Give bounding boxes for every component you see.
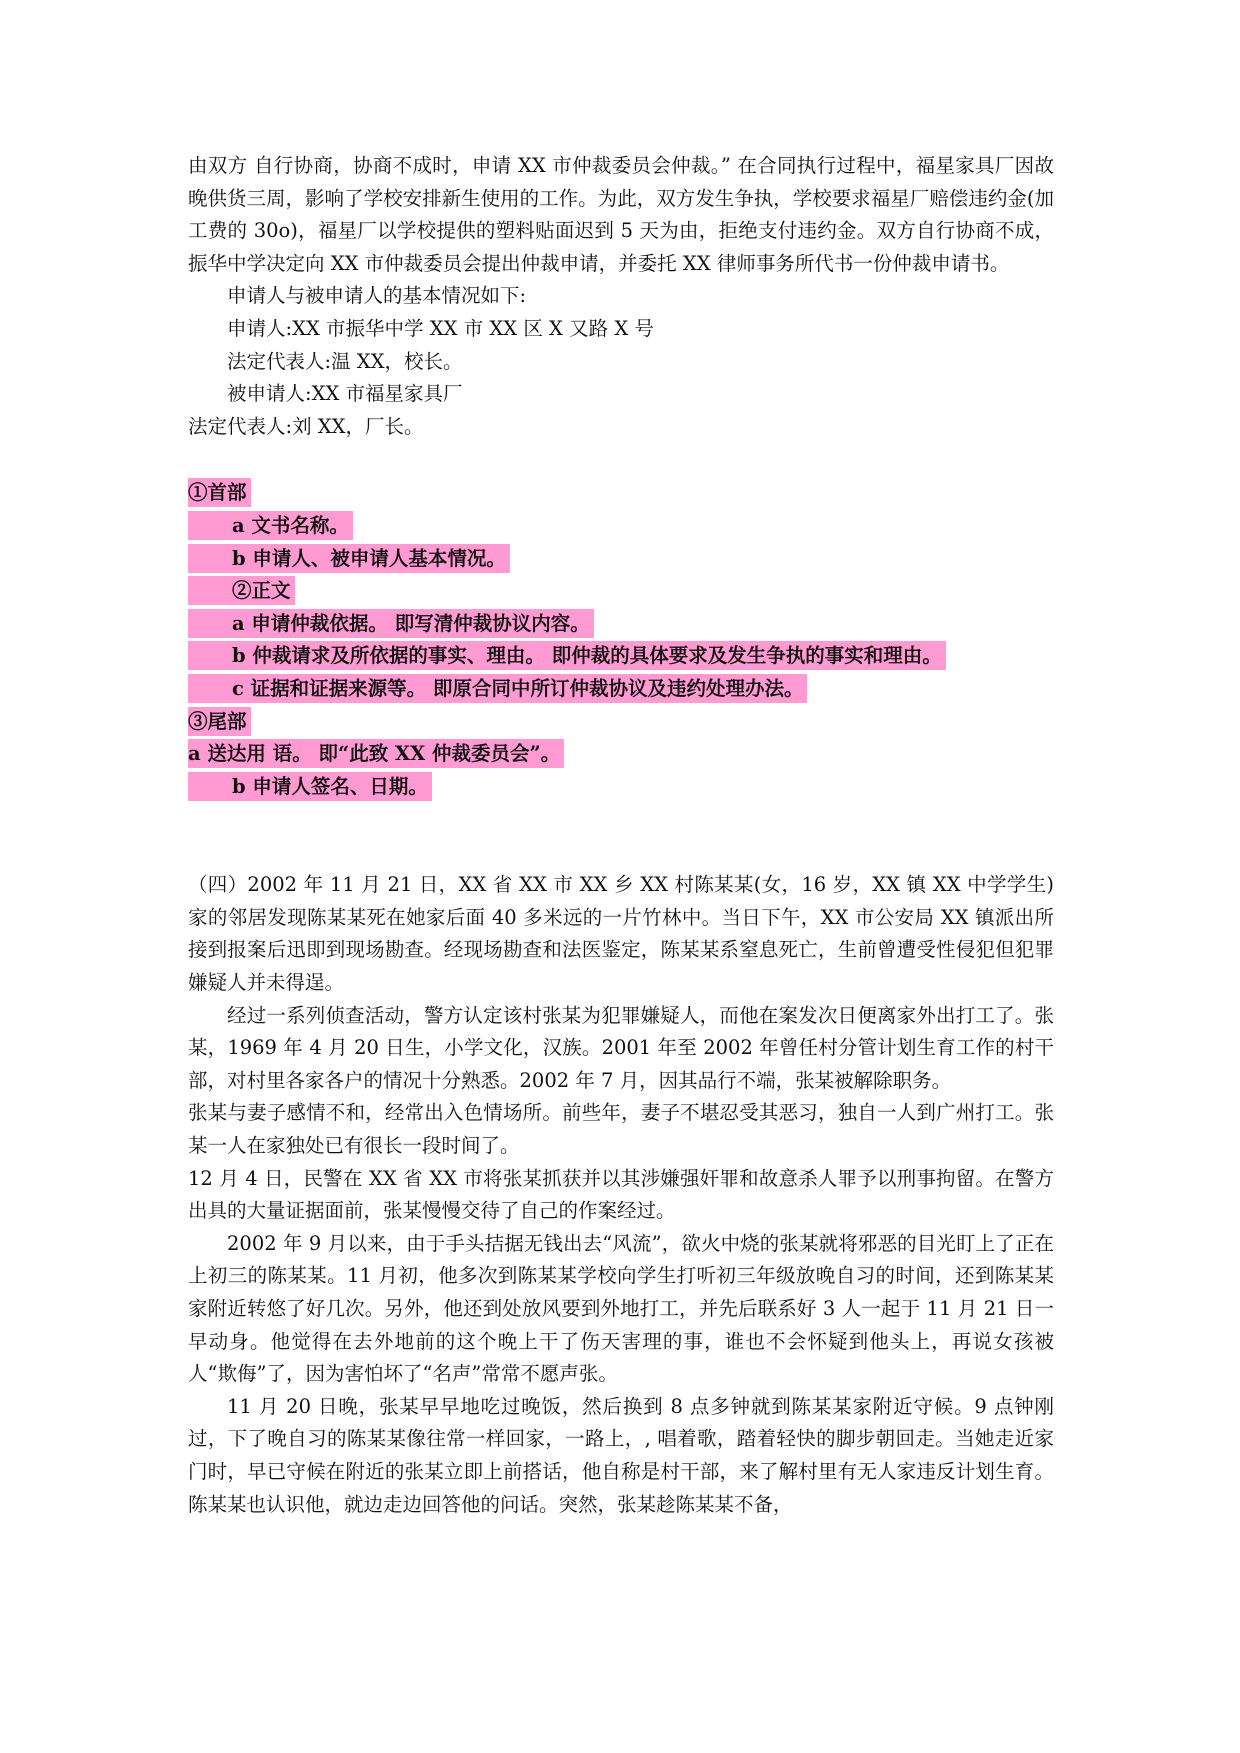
outline-item [188,738,1054,771]
applicant-representative-line: 法定代表人:温 XX，校长。 [227,349,463,373]
outline-item-text: b 仲裁请求及所依据的事实、理由。 即仲裁的具体要求及发生争执的事实和理由。 [188,641,946,670]
outline-item [188,771,1054,804]
outline-item [188,477,1054,510]
outline-item [188,575,1054,608]
outline-item [188,510,1054,543]
outline-item-text: ②正文 [188,576,295,605]
applicant-line: 申请人:XX 市振华中学 XX 市 XX 区 X 又路 X 号 [227,316,654,340]
outline-item [188,706,1054,739]
outline-item-text: c 证据和证据来源等。 即原合同中所订仲裁协议及违约处理办法。 [188,674,807,703]
case-background-paragraph: 由双方 自行协商，协商不成时，申请 XX 市仲裁委员会仲裁。” 在合同执行过程中，福星家具厂因故晚供货三周，影响了学校安排新生使用的工作。为此，双方发生争执，学校要求福星厂赔偿违约金(加工费的 30o)，福星厂以学校提供的塑料贴面迟到 5 天为由，拒绝支付违约金。双方自行协商不成，振华中学决定向 XX 市仲裁委员会提出仲裁申请，并委托 XX 律师事务所代书一份仲裁申请书。 [188,154,1054,275]
outline-item-text: ①首部 [188,478,251,507]
outline-item [188,608,1054,641]
parties-intro: 申请人与被申请人的基本情况如下: [227,284,527,308]
case-four-paragraph-6: 11 月 20 日晚，张某早早地吃过晚饭，然后换到 8 点多钟就到陈某某家附近守候。9 点钟刚过，下了晚自习的陈某某像往常一样回家，一路上，, 唱着歌，踏着轻快的脚步朝回走。当她走近家门时，早已守候在附近的张某立即上前搭话，他自称是村干部，来了解村里有无人家违反计划生育。陈某某也认识他，就边走边回答他的问话。突然，张某趁陈某某不备， [188,1394,1054,1516]
outline-item [188,640,1054,673]
case-four-paragraph-3: 张某与妻子感情不和，经常出入色情场所。前些年，妻子不堪忍受其恶习，独自一人到广州打工。张某一人在家独处已有很长一段时间了。 [188,1101,1054,1158]
outline-item-text: a 送达用 语。 即“此致 XX 仲裁委员会”。 [188,739,564,768]
case-four-paragraph-2: 经过一系列侦查活动，警方认定该村张某为犯罪嫌疑人，而他在案发次日便离家外出打工了。张某，1969 年 4 月 20 日生，小学文化，汉族。2001 年至 2002 年曾任村分管计划生育工作的村干部，对村里各家各户的情况十分熟悉。2002 年 7 月，因其品行不端，张某被解除职务。 [188,1003,1054,1092]
outline-item-text: b 申请人签名、日期。 [188,772,432,801]
outline-item-text: ③尾部 [188,707,251,736]
outline-item [188,543,1054,576]
case-four-paragraph-4: 12 月 4 日，民警在 XX 省 XX 市将张某抓获并以其涉嫌强奸罪和故意杀人罪予以刑事拘留。在警方出具的大量证据面前，张某慢慢交待了自己的作案经过。 [188,1166,1054,1223]
outline-item [188,673,1054,706]
outline-item-text: a 申请仲裁依据。 即写清仲裁协议内容。 [188,609,594,638]
respondent-representative-line: 法定代表人:刘 XX，厂长。 [188,414,424,438]
case-four-paragraph-5: 2002 年 9 月以来，由于手头拮据无钱出去“风流”，欲火中烧的张某就将邪恶的目光盯上了正在上初三的陈某某。11 月初，他多次到陈某某学校向学生打听初三年级放晚自习的时间，还到陈某某家附近转悠了好几次。另外，他还到处放风要到外地打工，并先后联系好 3 人一起于 11 月 21 日一早动身。他觉得在去外地前的这个晚上干了伤天害理的事，谁也不会怀疑到他头上，再说女孩被人“欺侮”了，因为害怕坏了“名声”常常不愿声张。 [188,1231,1054,1386]
highlighted-outline [188,477,1054,803]
outline-item-text: a 文书名称。 [188,511,353,540]
document-page [188,150,1054,1521]
case-four-paragraph-1: （四）2002 年 11 月 21 日，XX 省 XX 市 XX 乡 XX 村陈某某(女，16 岁，XX 镇 XX 中学学生)家的邻居发现陈某某死在她家后面 40 多米远的一片竹林中。当日下午，XX 市公安局 XX 镇派出所接到报案后迅即到现场勘查。经现场勘查和法医鉴定，陈某某系窒息死亡，生前曾遭受性侵犯但犯罪嫌疑人并未得逞。 [188,873,1054,995]
outline-item-text: b 申请人、被申请人基本情况。 [188,544,510,573]
respondent-line: 被申请人:XX 市福星家具厂 [227,382,463,406]
